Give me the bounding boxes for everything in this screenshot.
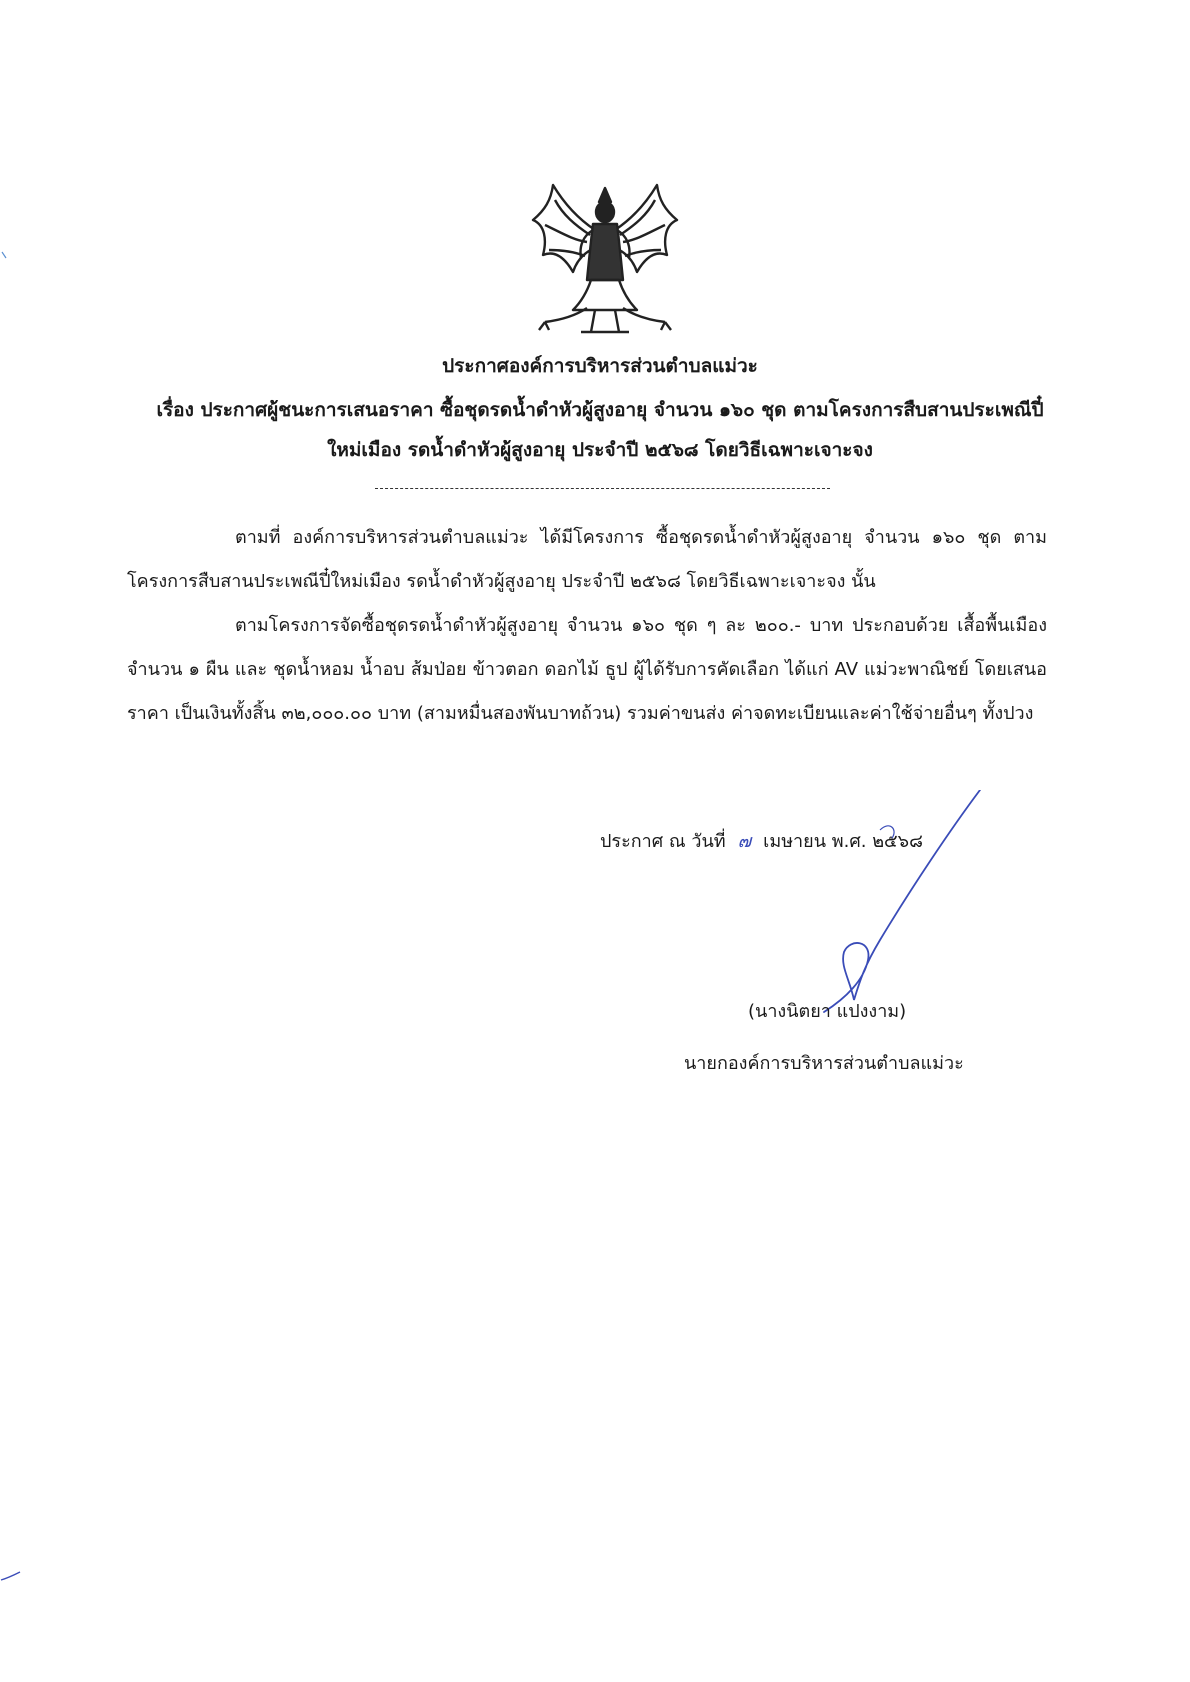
margin-mark xyxy=(0,1570,24,1582)
date-prefix: ประกาศ ณ วันที่ xyxy=(600,831,726,852)
date-day: ๗ xyxy=(737,831,752,852)
handwritten-signature xyxy=(780,790,1000,1020)
header-divider xyxy=(375,488,830,489)
subject-line-2: ใหม่เมือง รดน้ำดำหัวผู้สูงอายุ ประจำปี ๒๕๖๘ โดยวิธีเฉพาะเจาะจง xyxy=(327,439,873,461)
announcement-title: ประกาศองค์การบริหารส่วนตำบลแม่วะ xyxy=(442,355,758,377)
signatory-name: (นางนิตยา แปงงาม) xyxy=(748,1001,907,1022)
date-month-year: เมษายน พ.ศ. ๒๕๖๘ xyxy=(763,831,923,852)
signatory-position: นายกองค์การบริหารส่วนตำบลแม่วะ xyxy=(684,1053,964,1074)
body-paragraph-2: ตามโครงการจัดซื้อชุดรดน้ำดำหัวผู้สูงอายุ จำนวน ๑๖๐ ชุด ๆ ละ ๒๐๐.- บาท ประกอบด้วย เสื้อพื้นเมือง จำนวน ๑ ผืน และ ชุดน้ำหอม น้ำอบ ส้มป่อย ข้าวตอก ดอกไม้ ธูป ผู้ได้รับการคัดเลือก ได้แก่ AV แม่วะพาณิชย์ โดยเสนอราคา เป็นเงินทั้งสิ้น ๓๒,๐๐๐.๐๐ บาท (สามหมื่นสองพันบาทถ้วน) รวมค่าขนส่ง ค่าจดทะเบียนและค่าใช้จ่ายอื่นๆ ทั้งปวง xyxy=(127,615,1047,724)
margin-mark xyxy=(0,250,8,260)
subject-line-1: เรื่อง ประกาศผู้ชนะการเสนอราคา ซื้อชุดรดน้ำดำหัวผู้สูงอายุ จำนวน ๑๖๐ ชุด ตามโครงการสืบสานประเพณีปี๋ xyxy=(156,399,1044,421)
body-paragraph-1: ตามที่ องค์การบริหารส่วนตำบลแม่วะ ได้มีโครงการ ซื้อชุดรดน้ำดำหัวผู้สูงอายุ จำนวน ๑๖๐ ชุด ตามโครงการสืบสานประเพณีปี๋ใหม่เมือง รดน้ำดำหัวผู้สูงอายุ ประจำปี ๒๕๖๘ โดยวิธีเฉพาะเจาะจง นั้น xyxy=(127,527,1047,592)
garuda-emblem-icon xyxy=(525,180,685,340)
